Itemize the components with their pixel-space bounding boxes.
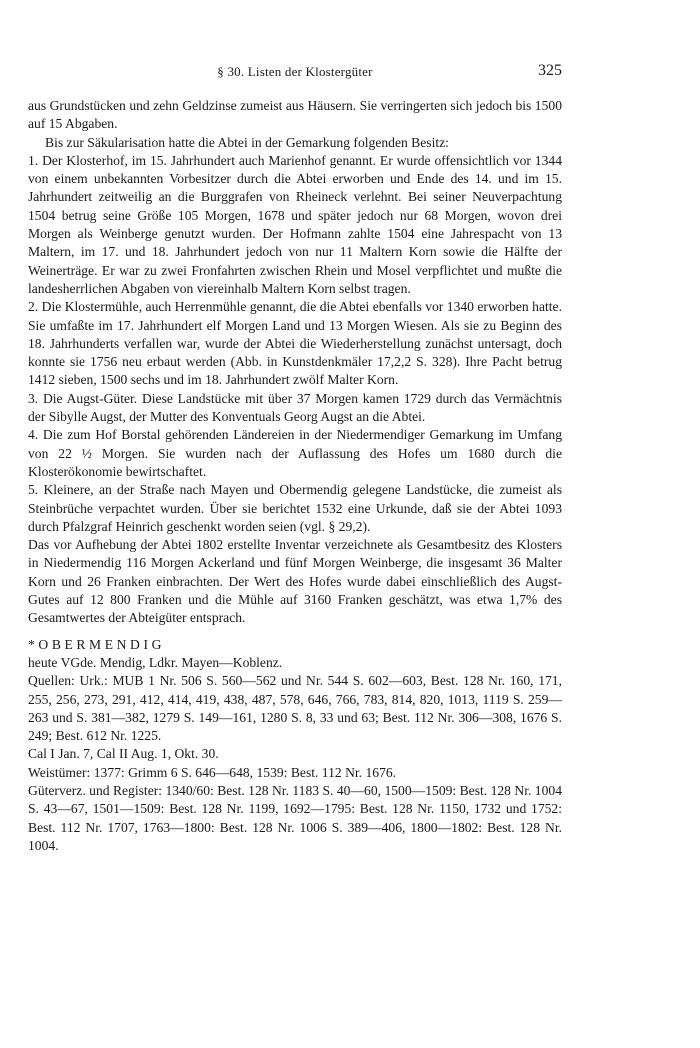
entry-heading: *OBERMENDIG: [28, 636, 166, 652]
entry-gueterverzeichnisse: Güterverz. und Register: 1340/60: Best. 128 Nr. 1183 S. 40—60, 1500—1509: Best. 128 Nr. 1004 S. 43—67, 1501—1509: Best. 128 Nr. 1199, 1692—1795: Best. 128 Nr. 1150, 1732 und 1752: Best. 112 Nr. 1707, 1763—1800: Best. 128 Nr. 1006 S. 389—406, 1800—1802: Best. 128 Nr. 1004.: [28, 782, 562, 853]
intro-lead-paragraph: Bis zur Säkularisation hatte die Abtei in der Gemarkung folgenden Besitz:: [45, 134, 449, 150]
entry-obermendig: [28, 636, 562, 856]
inventory-paragraph: Das vor Aufhebung der Abtei 1802 erstellte Inventar verzeichnete als Gesamtbesitz des Klosters in Niedermendig 116 Morgen Ackerland und fünf Morgen Weinberge, die insgesamt 36 Malter Korn und 26 Franken einbrachten. Der Wert des Hofes wurde dabei einschließlich des Augst-Gutes auf 12 800 Franken und die Mühle auf 3160 Franken geschätzt, was etwa 1,7% des Gesamtwertes der Abteigüter entsprach.: [28, 537, 562, 626]
body-text: [28, 97, 562, 855]
list-item-klostermuehle: 2. Die Klostermühle, auch Herrenmühle genannt, die die Abtei ebenfalls vor 1340 erworben hatte. Sie umfaßte im 17. Jahrhundert elf Morgen Land und 13 Morgen Wiesen. Als sie zu Beginn des 18. Jahrhunderts verfallen war, wurde der Abtei die Wiederherstellung zunächst untersagt, doch konnte sie 1756 neu erbaut werden (Abb. in Kunstdenkmäler 17,2,2 S. 328). Ihre Pacht betrug 1412 sieben, 1500 sechs und im 18. Jahrhundert zwölf Malter Korn.: [28, 299, 562, 388]
entry-location: heute VGde. Mendig, Ldkr. Mayen—Koblenz.: [28, 654, 283, 670]
list-item-hof-borstal: 4. Die zum Hof Borstal gehörenden Ländereien in der Niedermendiger Gemarkung im Umfang von 22 ½ Morgen. Sie wurden nach der Auflassung des Hofes um 1680 durch die Klosterökonomie bewirtschaftet.: [28, 427, 562, 479]
running-title: § 30. Listen der Klostergüter: [217, 64, 373, 79]
entry-weistuemer: Weistümer: 1377: Grimm 6 S. 646—648, 1539: Best. 112 Nr. 1676.: [28, 764, 397, 780]
list-item-landstuecke: 5. Kleinere, an der Straße nach Mayen und Obermendig gelegene Landstücke, die zumeist als Steinbrüche verpachtet wurden. Über sie berichtet 1532 eine Urkunde, daß sie der Abtei 1093 durch Pfalzgraf Heinrich geschenkt worden seien (vgl. § 29,2).: [28, 482, 562, 534]
page-number: 325: [538, 62, 562, 79]
list-item-augst-gueter: 3. Die Augst-Güter. Diese Landstücke mit über 37 Morgen kamen 1729 durch das Vermächtnis der Sibylle Augst, der Mutter des Konventuals Georg Augst an die Abtei.: [28, 390, 562, 425]
entry-sources: Quellen: Urk.: MUB 1 Nr. 506 S. 560—562 und Nr. 544 S. 602—603, Best. 128 Nr. 160, 171, 255, 256, 273, 291, 412, 414, 419, 438, 487, 578, 646, 766, 783, 814, 820, 1013, 1119 S. 259—263 und S. 381—382, 1279 S. 149—161, 1280 S. 8, 33 und 63; Best. 112 Nr. 306—308, 1676 S. 249; Best. 612 Nr. 1225.: [28, 673, 562, 744]
list-item-klosterhof: 1. Der Klosterhof, im 15. Jahrhundert auch Marienhof genannt. Er wurde offensichtlich vor 1344 von einem unbekannten Vorbesitzer durch die Abtei erworben und Ende des 14. und im 15. Jahrhundert zeitweilig an die Burggrafen von Rheineck verlehnt. Bei seiner Neuverpachtung 1504 betrug seine Größe 105 Morgen, 1678 und später jedoch nur 68 Morgen, wovon drei Morgen als Weinberge genutzt wurden. Der Hofmann zahlte 1504 eine Jahrespacht von 13 Maltern, im 17. und 18. Jahrhundert jedoch von nur 11 Maltern Korn sowie die Hälfte der Weinerträge. Er war zu zwei Fronfahrten zwischen Rhein und Mosel verpflichtet und mußte die landesherrlichen Abgaben von viereinhalb Maltern Korn selbst tragen.: [28, 152, 562, 296]
intro-paragraph: aus Grundstücken und zehn Geldzinse zumeist aus Häusern. Sie verringerten sich jedoch bis 1500 auf 15 Abgaben.: [28, 98, 562, 132]
entry-cal: Cal I Jan. 7, Cal II Aug. 1, Okt. 30.: [28, 746, 219, 762]
